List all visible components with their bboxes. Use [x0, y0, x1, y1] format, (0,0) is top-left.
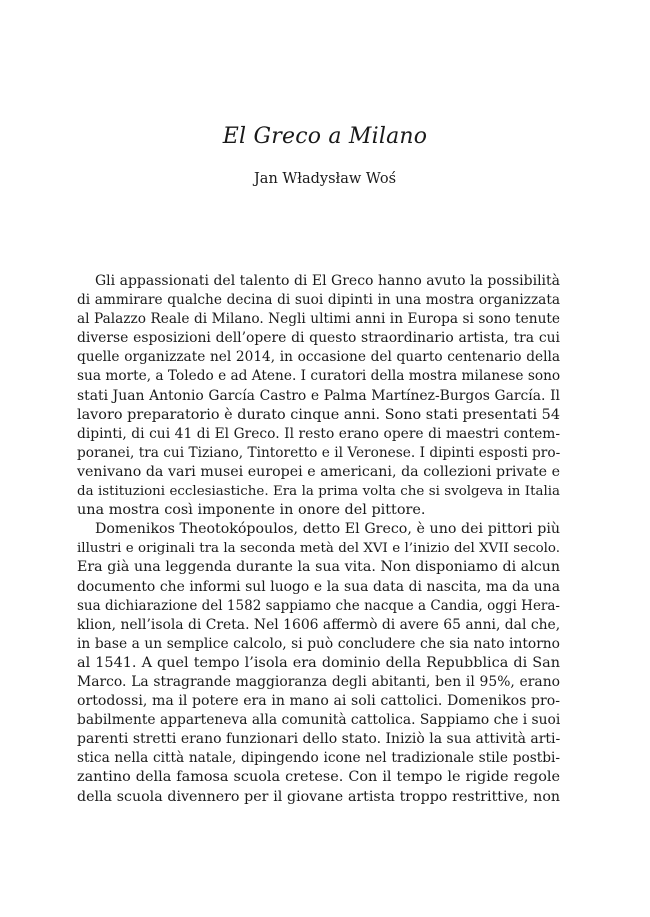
text-line: diverse esposizioni dell’opere di questo straordinario artista, tra cui: [77, 330, 560, 347]
article-title: El Greco a Milano: [222, 124, 428, 149]
text-line: zantino della famosa scuola cretese. Con il tempo le rigide regole: [77, 769, 560, 786]
text-line: venivano da vari musei europei e americani, da collezioni private e: [77, 463, 560, 480]
article-author: Jan Władysław Woś: [253, 171, 397, 187]
text-line: sua dichiarazione del 1582 sappiamo che nacque a Candia, oggi Hera-: [77, 597, 560, 614]
text-line: in base a un semplice calcolo, si può concludere che sia nato intorno: [77, 635, 560, 652]
text-line: da istituzioni ecclesiastiche. Era la prima volta che si svolgeva in Italia: [77, 484, 560, 500]
text-line: stica nella città natale, dipingendo icone nel tradizionale stile postbi-: [77, 750, 560, 767]
text-line: sua morte, a Toledo e ad Atene. I curatori della mostra milanese sono: [77, 368, 561, 385]
text-line: documento che informi sul luogo e la sua data di nascita, ma da una: [77, 578, 560, 595]
paragraph: [77, 520, 560, 806]
text-line: una mostra così imponente in onore del pittore.: [77, 502, 426, 519]
text-line: di ammirare qualche decina di suoi dipinti in una mostra organizzata: [77, 292, 560, 309]
text-line: stati Juan Antonio García Castro e Palma Martínez-Burgos García. Il: [77, 387, 560, 404]
text-line: quelle organizzate nel 2014, in occasione del quarto centenario della: [77, 349, 560, 366]
text-line: illustri e originali tra la seconda metà del XVI e l’inizio del XVII secolo.: [77, 541, 560, 557]
text-line: Marco. La stragrande maggioranza degli abitanti, ben il 95%, erano: [77, 673, 560, 690]
text-line: al 1541. A quel tempo l’isola era dominio della Repubblica di San: [77, 654, 560, 671]
text-line: al Palazzo Reale di Milano. Negli ultimi anni in Europa si sono tenute: [77, 311, 560, 328]
text-line: Era già una leggenda durante la sua vita. Non disponiamo di alcun: [77, 559, 560, 576]
text-line: della scuola divennero per il giovane artista troppo restrittive, non: [77, 788, 560, 805]
text-line: poranei, tra cui Tiziano, Tintoretto e il Veronese. I dipinti esposti pro-: [77, 444, 561, 461]
text-line: Gli appassionati del talento di El Greco hanno avuto la possibilità: [95, 273, 560, 289]
paragraph: [77, 272, 560, 520]
text-line: parenti stretti erano funzionari dello stato. Iniziò la sua attività arti-: [77, 731, 561, 748]
text-line: dipinti, di cui 41 di El Greco. Il resto erano opere di maestri contem-: [77, 425, 560, 442]
text-line: Domenikos Theotokópoulos, detto El Greco, è uno dei pittori più: [95, 521, 560, 538]
text-line: lavoro preparatorio è durato cinque anni. Sono stati presentati 54: [77, 406, 560, 423]
text-line: klion, nell’isola di Creta. Nel 1606 affermò di avere 65 anni, dal che,: [77, 616, 561, 633]
text-line: ortodossi, ma il potere era in mano ai soli cattolici. Domenikos pro-: [77, 693, 560, 710]
text-line: babilmente apparteneva alla comunità cattolica. Sappiamo che i suoi: [77, 712, 561, 729]
article-body: [77, 272, 560, 807]
